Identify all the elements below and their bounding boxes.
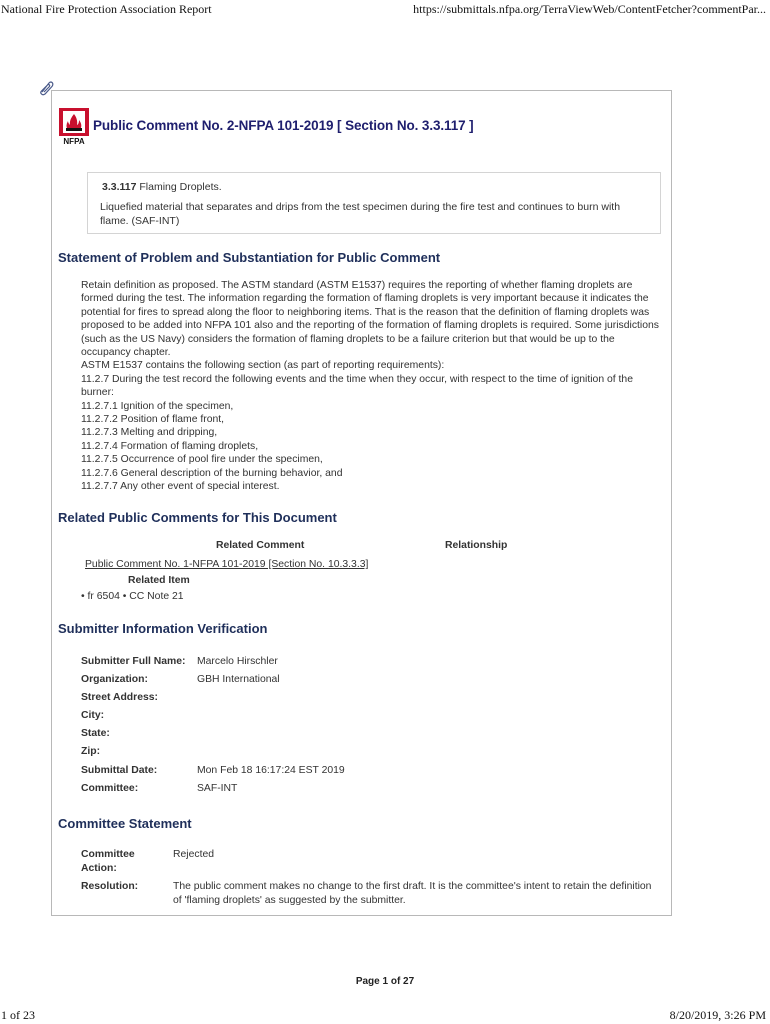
browser-print-header-url: https://submittals.nfpa.org/TerraViewWeb/ContentFetcher?commentPar... (413, 2, 766, 16)
submittal-date-label: Submittal Date: (81, 765, 158, 776)
statement-body (81, 279, 666, 494)
definition-term: Flaming Droplets. (139, 181, 222, 193)
submitter-heading: Submitter Information Verification (58, 621, 268, 636)
page-number: Page 1 of 27 (355, 976, 415, 987)
definition-box (87, 172, 661, 234)
related-item-value: • fr 6504 • CC Note 21 (81, 591, 184, 602)
print-timestamp: 8/20/2019, 3:26 PM (669, 1008, 766, 1022)
nfpa-logo (57, 108, 91, 146)
committee-value: SAF-INT (197, 783, 238, 794)
statement-line: 11.2.7.3 Melting and dripping, (81, 427, 218, 439)
city-label: City: (81, 710, 105, 721)
organization-value: GBH International (197, 674, 280, 685)
statement-line: 11.2.7 During the test record the following events and the time when they occur, with respect to the time of ignition of the burner: (81, 373, 636, 399)
logo-text: NFPA (63, 137, 85, 146)
street-address-label: Street Address: (81, 692, 158, 703)
related-heading: Related Public Comments for This Document (58, 510, 337, 525)
related-comment-link[interactable]: Public Comment No. 1-NFPA 101-2019 [Section No. 10.3.3.3] (85, 559, 369, 570)
related-item-label: Related Item (128, 575, 190, 586)
organization-label: Organization: (81, 674, 148, 685)
statement-line: 11.2.7.5 Occurrence of pool fire under the specimen, (81, 454, 323, 466)
committee-row (81, 783, 237, 794)
submittal-date-row (81, 765, 345, 776)
statement-line: 11.2.7.4 Formation of flaming droplets, (81, 440, 259, 452)
statement-line: 11.2.7.1 Ignition of the specimen, (81, 400, 234, 412)
submitter-name-value: Marcelo Hirschler (197, 656, 278, 667)
page-title: Public Comment No. 2-NFPA 101-2019 [ Section No. 3.3.117 ] (93, 118, 474, 133)
resolution-label: Resolution: (81, 881, 139, 892)
committee-label: Committee: (81, 783, 139, 794)
committee-statement-heading: Committee Statement (58, 816, 192, 831)
committee-action-value: Rejected (173, 849, 215, 860)
state-label: State: (81, 728, 110, 739)
resolution-value: The public comment makes no change to the first draft. It is the committee's intent to retain the definition of 'flaming droplets' as suggested by the submitter. (173, 881, 652, 906)
statement-paragraph: Retain definition as proposed. The ASTM standard (ASTM E1537) requires the reporting of whether flaming droplets are formed during the test. The information regarding the formation of flaming droplets is very important because it indicates the potential for fires to spread along the floor to neighboring items. That is the reason that the definition of flaming droplets was proposed to be added into NFPA 101 also and the reporting of the formation of flaming droplets is required. Some jurisdictions (such as the US Navy) considers the formation of flaming droplets to be a failure criterion but that would be up to the occupancy chapter. (81, 280, 662, 359)
zip-label: Zip: (81, 746, 101, 757)
print-page-count: 1 of 23 (1, 1008, 35, 1022)
related-comment-column: Related Comment (216, 540, 305, 551)
committee-action-label: Committee Action: (81, 849, 135, 874)
statement-line: ASTM E1537 contains the following section (as part of reporting requirements): (81, 360, 445, 372)
statement-line: 11.2.7.6 General description of the burning behavior, and (81, 467, 343, 479)
zip-row (81, 746, 197, 757)
definition-number: 3.3.117 (102, 181, 137, 193)
statement-line: 11.2.7.2 Position of flame front, (81, 414, 225, 426)
submitter-name-label: Submitter Full Name: (81, 656, 186, 667)
state-row (81, 728, 197, 739)
organization-row (81, 674, 280, 685)
statement-line: 11.2.7.7 Any other event of special interest. (81, 481, 280, 493)
relationship-column: Relationship (445, 540, 508, 551)
definition-text: Liquefied material that separates and drips from the test specimen during the fire test and continues to burn with flame. (SAF-INT) (100, 201, 621, 227)
submittal-date-value: Mon Feb 18 16:17:24 EST 2019 (197, 765, 345, 776)
browser-print-header-title: National Fire Protection Association Report (1, 2, 212, 16)
city-row (81, 710, 197, 721)
statement-heading: Statement of Problem and Substantiation for Public Comment (58, 250, 441, 265)
submitter-name-row (81, 656, 278, 667)
street-address-row (81, 692, 197, 703)
